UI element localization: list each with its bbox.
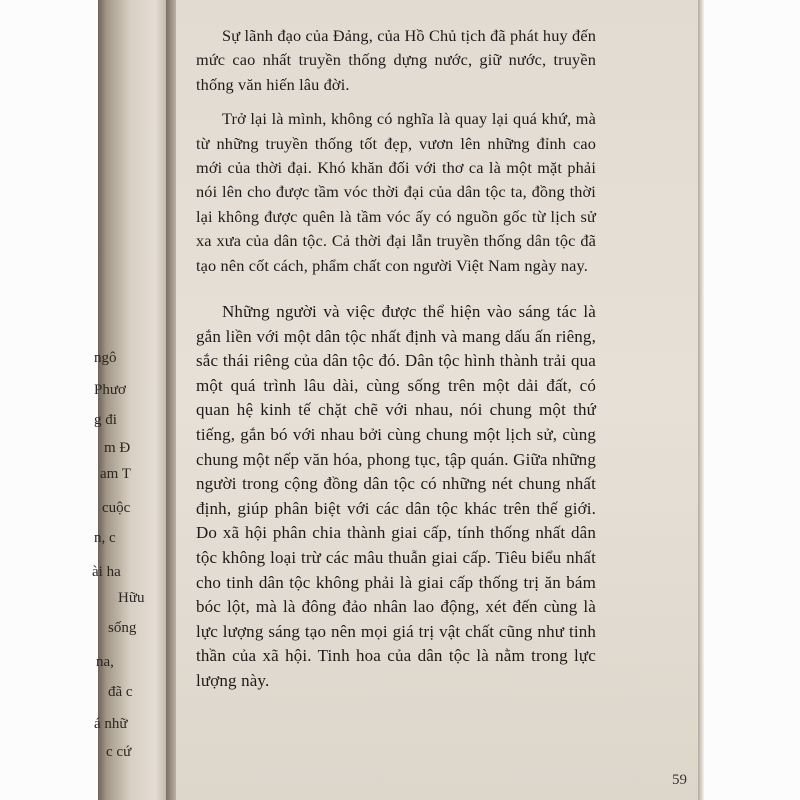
left-page-fragment: g đi	[94, 412, 117, 428]
left-page-fragment: sống	[108, 620, 137, 636]
left-page-fragment: c cứ	[106, 744, 132, 760]
left-page-fragment: đã c	[108, 684, 133, 700]
left-page-fragment: n, c	[94, 530, 116, 546]
page-edge	[698, 0, 704, 800]
left-page-fragment: ngô	[94, 350, 117, 366]
left-page-fragment: cuộc	[102, 500, 131, 516]
left-page-fragment: m Đ	[104, 440, 131, 456]
paragraph: Sự lãnh đạo của Đảng, của Hồ Chủ tịch đã phát huy đến mức cao nhất truyền thống dựng nước, giữ nước, truyền thống văn hiến lâu đời.	[196, 26, 596, 94]
paragraph: Trở lại là mình, không có nghĩa là quay lại quá khứ, mà từ những truyền thống tốt đẹp, vươn lên những đỉnh cao mới của thời đại. Khó khăn đối với thơ ca là một mặt phải nói lên cho được tầm vóc thời đại của dân tộc ta, đồng thời lại không được quên là tầm vóc ấy có nguồn gốc từ lịch sử xa xưa của dân tộc. Cả thời đại lẫn truyền thống dân tộc đã tạo nên cốt cách, phẩm chất con người Việt Nam ngày nay.	[196, 109, 596, 275]
left-page-fragment: Hữu	[118, 590, 145, 606]
page-number: 59	[672, 772, 687, 788]
page-body	[196, 24, 596, 694]
paragraph: Những người và việc được thể hiện vào sáng tác là gắn liền với một dân tộc nhất định và mang dấu ấn riêng, sắc thái riêng của dân tộc đó. Dân tộc hình thành trải qua một quá trình lâu dài, cùng sống trên một dải đất, có quan hệ kinh tế chặt chẽ với nhau, nói chung một thứ tiếng, gắn bó với nhau bởi cùng chung một lịch sử, cùng chung một nếp văn hóa, phong tục, tập quán. Giữa những người trong cộng đồng dân tộc có những nét chung nhất định, giúp phân biệt với các dân tộc khác trên thế giới. Do xã hội phân chia thành giai cấp, tính thống nhất dân tộc không loại trừ các mâu thuẫn giai cấp. Tiêu biểu nhất cho tinh dân tộc không phải là giai cấp thống trị ăn bám bóc lột, mà là đông đảo nhân lao động, xét đến cùng là lực lượng sáng tạo nên mọi giá trị vật chất cũng như tinh thần của xã hội. Tinh hoa của dân tộc là nằm trong lực lượng này.	[196, 302, 596, 690]
left-page-fragment: Phươ	[94, 382, 126, 398]
left-page-fragment: á nhữ	[94, 716, 128, 732]
left-page-fragment: na,	[96, 654, 114, 670]
left-page-edge	[92, 0, 170, 800]
left-page-fragment: ài ha	[92, 564, 121, 580]
left-page-fragment: am T	[100, 466, 131, 482]
